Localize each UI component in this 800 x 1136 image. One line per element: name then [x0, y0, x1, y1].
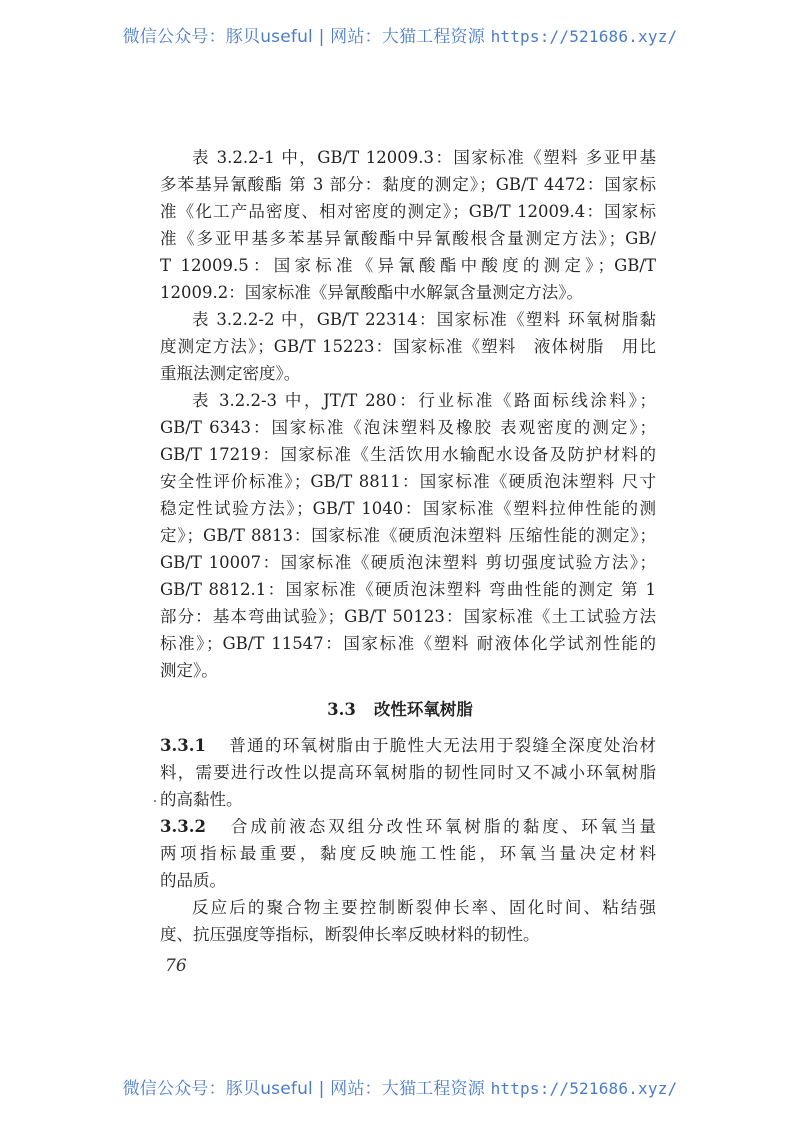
text-line	[160, 867, 656, 894]
watermark-wechat: 微信公众号：豚贝useful	[122, 27, 313, 47]
clause-number: 3.3.1	[160, 736, 206, 755]
text-line	[160, 414, 656, 441]
line-text: 准《化工产品密度、相对密度的测定》；GB/T 12009.4：国家标	[160, 202, 656, 221]
watermark-site: 网站：大猫工程资源	[330, 27, 485, 47]
line-text: 表 3.2.2-1 中，GB/T 12009.3：国家标准《塑料 多亚甲基	[192, 148, 656, 167]
paragraph	[160, 894, 656, 948]
line-text: 12009.2：国家标准《异氰酸酯中水解氯含量测定方法》。	[160, 283, 583, 302]
text-line	[160, 306, 656, 333]
text-line	[160, 333, 656, 360]
line-text: 表 3.2.2-2 中，GB/T 22314：国家标准《塑料 环氧树脂黏	[192, 310, 656, 329]
line-text: 合成前液态双组分改性环氧树脂的黏度、环氧当量	[227, 817, 656, 836]
text-line	[160, 894, 656, 921]
text-line	[160, 630, 656, 657]
text-line	[160, 171, 656, 198]
line-text: 多苯基异氰酸酯 第 3 部分：黏度的测定》；GB/T 4472：国家标	[160, 175, 656, 194]
line-text: GB/T 10007：国家标准《硬质泡沫塑料 剪切强度试验方法》；	[160, 553, 656, 572]
text-line	[160, 840, 656, 867]
section-number: 3.3	[327, 700, 356, 719]
watermark-url[interactable]: https://521686.xyz/	[490, 1079, 678, 1098]
clause	[160, 732, 656, 813]
paragraph	[160, 387, 656, 684]
watermark-url[interactable]: https://521686.xyz/	[490, 27, 678, 46]
watermark-separator: |	[318, 27, 325, 47]
line-text: 测定》。	[160, 661, 218, 680]
watermark-footer	[0, 1074, 800, 1099]
scan-speck	[154, 800, 156, 802]
text-line	[160, 360, 656, 387]
text-line	[160, 732, 656, 759]
line-text: 重瓶法测定密度》。	[160, 364, 301, 383]
text-line	[160, 522, 656, 549]
text-line	[160, 252, 656, 279]
page-number: 76	[165, 956, 187, 976]
standards-text	[160, 144, 656, 684]
line-text: 表 3.2.2-3 中，JT/T 280：行业标准《路面标线涂料》；	[192, 391, 656, 410]
text-line	[160, 468, 656, 495]
text-line	[160, 657, 656, 684]
line-text: 定》；GB/T 8813：国家标准《硬质泡沫塑料 压缩性能的测定》；	[160, 526, 656, 545]
section-heading	[0, 696, 800, 720]
line-text: 稳定性试验方法》；GB/T 1040：国家标准《塑料拉伸性能的测	[160, 499, 656, 518]
line-text: 普通的环氧树脂由于脆性大无法用于裂缝全深度处治材	[227, 736, 656, 755]
line-text: GB/T 17219：国家标准《生活饮用水输配水设备及防护材料的	[160, 445, 656, 464]
line-text: 两项指标最重要，黏度反映施工性能，环氧当量决定材料	[160, 844, 656, 863]
watermark-site: 网站：大猫工程资源	[330, 1079, 485, 1099]
line-text: 准《多亚甲基多苯基异氰酸酯中异氰酸根含量测定方法》；GB/	[160, 229, 656, 248]
clause-number: 3.3.2	[160, 817, 206, 836]
text-line	[160, 279, 656, 306]
paragraph	[160, 306, 656, 387]
line-text: GB/T 8812.1：国家标准《硬质泡沫塑料 弯曲性能的测定 第 1	[160, 580, 656, 599]
text-line	[160, 759, 656, 786]
text-line	[160, 441, 656, 468]
text-line	[160, 144, 656, 171]
text-line	[160, 813, 656, 840]
text-line	[160, 576, 656, 603]
line-text: 度测定方法》；GB/T 15223：国家标准《塑料 液体树脂 用比	[160, 337, 656, 356]
text-line	[160, 603, 656, 630]
text-line	[160, 921, 656, 948]
line-text: 料，需要进行改性以提高环氧树脂的韧性同时又不减小环氧树脂	[160, 763, 656, 782]
paragraph	[160, 144, 656, 306]
text-line	[160, 786, 656, 813]
line-text: 度、抗压强度等指标，断裂伸长率反映材料的韧性。	[160, 925, 540, 944]
section-title: 改性环氧树脂	[373, 700, 473, 719]
text-line	[160, 495, 656, 522]
line-text: T 12009.5：国家标准《异氰酸酯中酸度的测定》；GB/T	[160, 256, 656, 275]
line-text: 的品质。	[160, 871, 226, 890]
watermark-wechat: 微信公众号：豚贝useful	[122, 1079, 313, 1099]
text-line	[160, 387, 656, 414]
line-text: 反应后的聚合物主要控制断裂伸长率、固化时间、粘结强	[192, 898, 656, 917]
section-body	[160, 732, 656, 948]
line-text: 部分：基本弯曲试验》；GB/T 50123：国家标准《土工试验方法	[160, 607, 656, 626]
text-line	[160, 198, 656, 225]
text-line	[160, 549, 656, 576]
line-text: 的高黏性。	[160, 790, 243, 809]
line-text: 标准》；GB/T 11547：国家标准《塑料 耐液体化学试剂性能的	[160, 634, 656, 653]
watermark-separator: |	[318, 1079, 325, 1099]
line-text: 安全性评价标准》；GB/T 8811：国家标准《硬质泡沫塑料 尺寸	[160, 472, 656, 491]
clause	[160, 813, 656, 894]
line-text: GB/T 6343：国家标准《泡沫塑料及橡胶 表观密度的测定》；	[160, 418, 656, 437]
text-line	[160, 225, 656, 252]
watermark-header	[0, 22, 800, 47]
